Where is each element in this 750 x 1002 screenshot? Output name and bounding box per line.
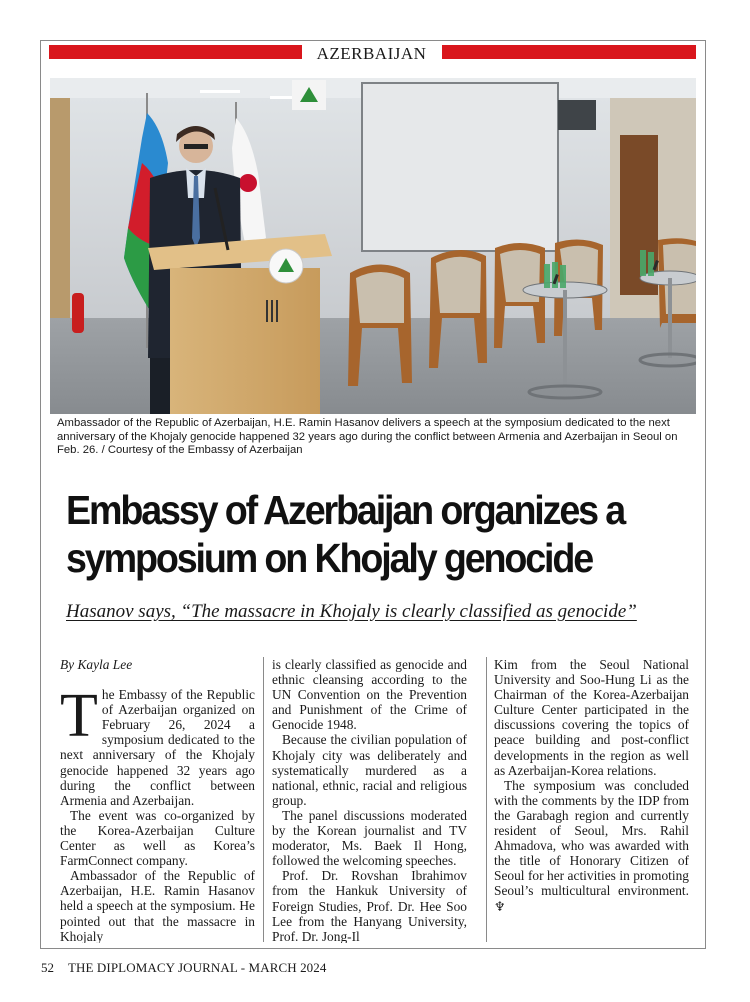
column-divider [263, 657, 264, 942]
article-column-2 [272, 657, 467, 943]
article-paragraph [494, 778, 689, 914]
column-divider [486, 657, 487, 942]
article-column-1 [60, 657, 255, 943]
paragraph-text: The symposium was concluded with the comments by the IDP from the Garabagh region and currently resident of Seoul, Mrs. Rahil Ahmadova, who was awarded with the title of Honorary Citizen of Seoul for her activities in promoting Seoul’s multicultural environment. [494, 777, 689, 899]
article-photo [50, 78, 696, 414]
article-paragraph: Because the civilian population of Khojaly city was deliberately and systematically murdered as a national, ethnic, racial and religious group. [272, 732, 467, 808]
article-paragraph: The event was co-organized by the Korea-Azerbaijan Culture Center as well as Korea’s FarmConnect company. [60, 807, 255, 869]
article-headline: Embassy of Azerbaijan organizes a symposium on Khojaly genocide [66, 487, 625, 581]
article-paragraph: Prof. Dr. Rovshan Ibrahimov from the Hankuk University of Foreign Studies, Prof. Dr. Hee Soo Lee from the Hanyang University, Prof. Dr. Jong-Il [272, 868, 467, 943]
page-number: 52 [41, 960, 54, 975]
article-subhead: Hasanov says, “The massacre in Khojaly is clearly classified as genocide” [66, 601, 637, 622]
section-bar-left [49, 45, 302, 59]
end-mark-icon: ♆ [494, 898, 506, 914]
journal-name: THE DIPLOMACY JOURNAL - MARCH 2024 [68, 960, 327, 975]
article-paragraph [60, 682, 255, 808]
article-paragraph: Kim from the Seoul National University and Soo-Hung Li as the Chairman of the Korea-Azerbaijan Culture Center participated in the discussions covering the topics of peace building and post-conflict developments in the region as well as Azerbaijan-Korea relations. [494, 657, 689, 778]
section-label: AZERBAIJAN [316, 44, 427, 63]
byline: By Kayla Lee [60, 657, 133, 672]
article-paragraph: The panel discussions moderated by the Korean journalist and TV moderator, Ms. Baek Il Hong, followed the welcoming speeches. [272, 807, 467, 869]
article-paragraph: Ambassador of the Republic of Azerbaijan, H.E. Ramin Hasanov held a speech at the symposium. He pointed out that the massacre in Khojaly [60, 868, 255, 943]
article-column-3 [494, 657, 689, 943]
paragraph-text: he Embassy of the Republic of Azerbaijan organized on February 26, 2024 a symposium dedicated to the next anniversary of the Khojaly genocide happened 32 years ago during the conflict between Armenia and Azerbaijan. [60, 687, 255, 808]
photo-caption: Ambassador of the Republic of Azerbaijan, H.E. Ramin Hasanov delivers a speech at the symposium dedicated to the next anniversary of the Khojaly genocide happened 32 years ago during the conflict between Armenia and Azerbaijan in Seoul on Feb. 26. / Courtesy of the Embassy of Azerbaijan [57, 417, 678, 457]
section-bar-right [442, 45, 696, 59]
article-paragraph: is clearly classified as genocide and ethnic cleansing according to the UN Convention on the Prevention and Punishment of the Crime of Genocide 1948. [272, 657, 467, 733]
drop-cap: T [60, 682, 98, 751]
